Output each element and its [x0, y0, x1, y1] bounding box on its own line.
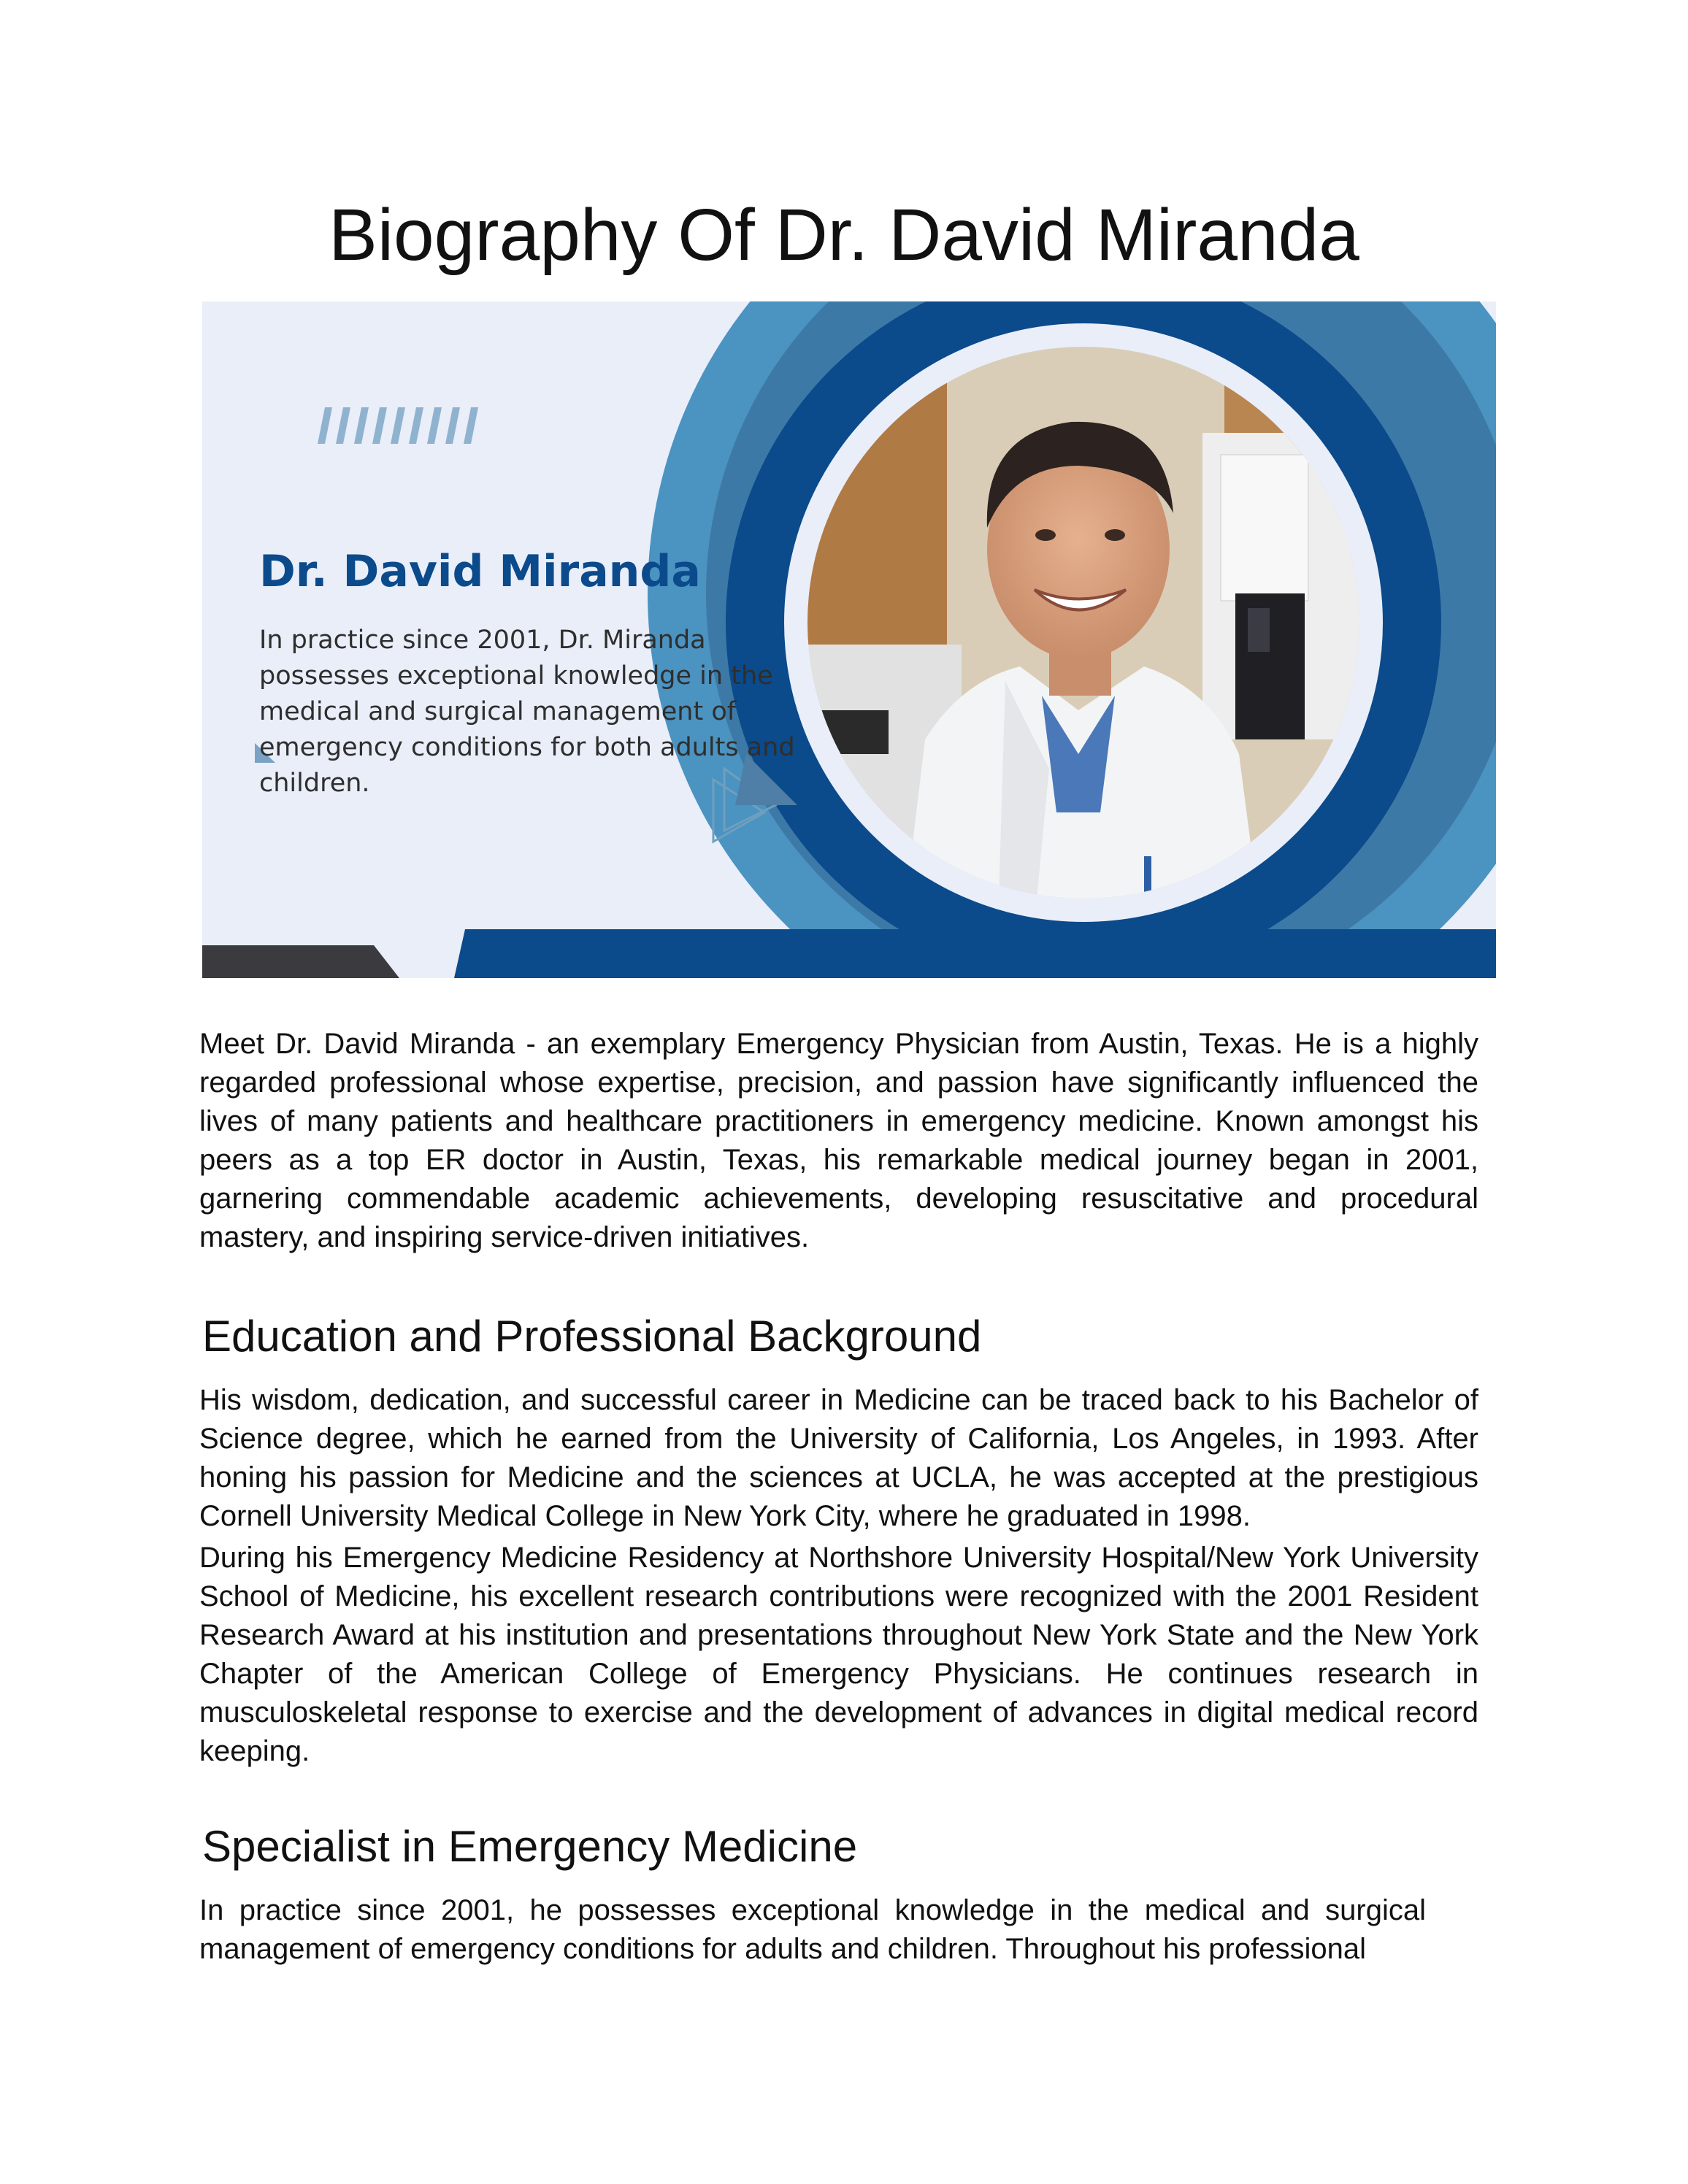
intro-paragraph: Meet Dr. David Miranda - an exemplary Emergency Physician from Austin, Texas. He is a highly regarded professional whose expertise, precision, and passion have significantly influenced the lives of many patients and healthcare practitioners in emergency medicine. Known amongst his peers as a top ER doctor in Austin, Texas, his remarkable medical journey began in 2001, garnering commendable academic achievements, developing resuscitative and procedural mastery, and inspiring service-driven initiatives. [199, 1028, 1478, 1253]
banner-name: Dr. David Miranda [259, 546, 701, 597]
stripe-decoration [310, 407, 478, 444]
education-heading: Education and Professional Background [202, 1312, 982, 1361]
banner-description: In practice since 2001, Dr. Miranda possesses exceptional knowledge in the medical and surgical management of emergency conditions for both adults and children. [259, 626, 795, 798]
education-paragraph-2: During his Emergency Medicine Residency at Northshore University Hospital/New York University School of Medicine, his excellent research contributions were recognized with the 2001 Resident Research Award at his institution and presentations throughout New York State and the New York Chapter of the American College of Emergency Physicians. He continues research in musculoskeletal response to exercise and the development of advances in digital medical record keeping. [199, 1542, 1478, 1767]
specialist-heading: Specialist in Emergency Medicine [202, 1822, 858, 1871]
page-title: Biography Of Dr. David Miranda [329, 194, 1359, 276]
specialist-paragraph-1: In practice since 2001, he possesses exceptional knowledge in the medical and surgical management of emergency conditions for adults and children. Throughout his professional [199, 1894, 1426, 1965]
corner-bar [202, 945, 399, 978]
education-paragraph-1: His wisdom, dedication, and successful career in Medicine can be traced back to his Bachelor of Science degree, which he earned from the University of California, Los Angeles, in 1993. After honing his passion for Medicine and the sciences at UCLA, he was accepted at the prestigious Cornell University Medical College in New York City, where he graduated in 1998. [199, 1384, 1478, 1532]
profile-banner [202, 301, 1496, 978]
